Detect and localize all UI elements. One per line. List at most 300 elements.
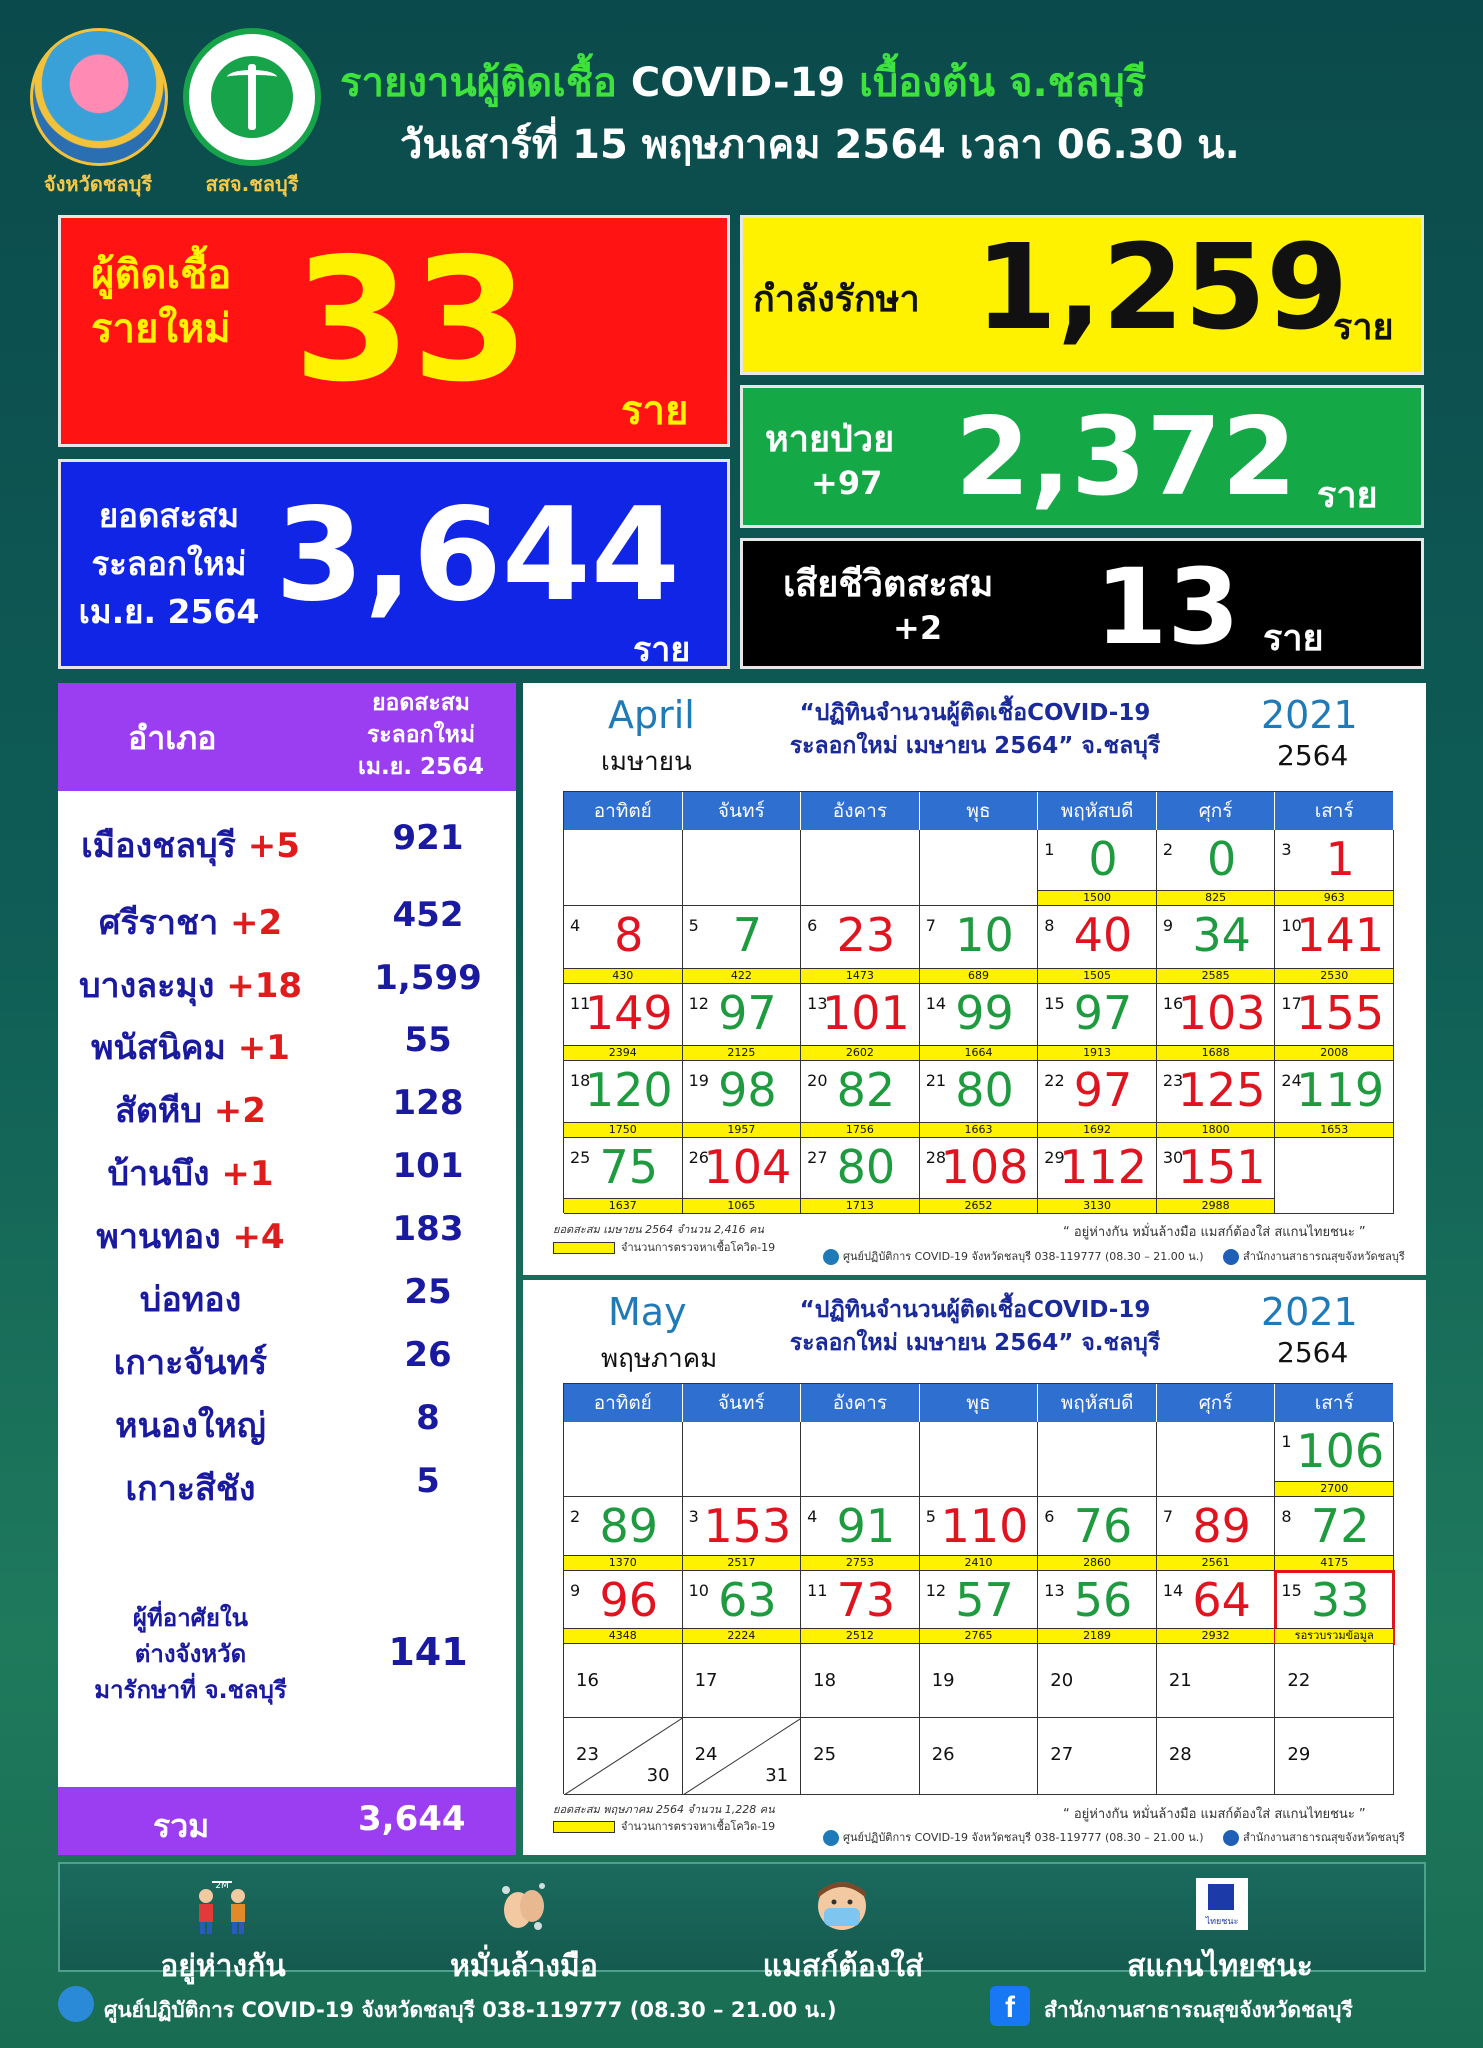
- calendar-day-cell: [1275, 1422, 1394, 1497]
- calendar-day-cell: [920, 1718, 1039, 1795]
- weekday-header: ศุกร์: [1157, 792, 1276, 830]
- daily-tests: 963: [1275, 890, 1393, 905]
- day-number: 7: [1162, 1507, 1174, 1526]
- daily-tests: 1957: [683, 1122, 801, 1137]
- page-subtitle: วันเสาร์ที่ 15 พฤษภาคม 2564 เวลา 06.30 น.: [400, 122, 1240, 168]
- day-number: 6: [807, 916, 818, 935]
- calendar-cell-empty: [801, 830, 920, 906]
- district-name: หนองใหญ่: [115, 1406, 266, 1446]
- total-label: รวม: [153, 1807, 210, 1845]
- daily-cases: 89: [599, 1499, 659, 1553]
- day-number: 10: [688, 1581, 709, 1600]
- day-number: 26: [688, 1148, 709, 1167]
- may-note-facebook: สำนักงานสาธารณสุขจังหวัดชลบุรี: [1223, 1828, 1405, 1846]
- action-scan-thaichana: สแกนไทยชนะ: [1127, 1949, 1313, 1984]
- day-number: 10: [1281, 916, 1302, 935]
- calendar-day-cell: [801, 984, 920, 1061]
- day-number: 18: [813, 1670, 837, 1691]
- calendar-day-cell: [1275, 1061, 1394, 1138]
- weekday-header: อาทิตย์: [564, 1384, 683, 1422]
- calendar-day-cell: [683, 1571, 802, 1644]
- action-wear-mask: แมสก์ต้องใส่: [762, 1949, 924, 1984]
- calendar-day-cell: [1275, 1571, 1394, 1644]
- day-number: 7: [925, 916, 936, 935]
- may-note-legend: จำนวนการตรวจหาเชื้อโควิด-19: [553, 1817, 775, 1835]
- calendar-day-cell: [1038, 1644, 1157, 1718]
- daily-cases: 64: [1192, 1573, 1251, 1627]
- daily-cases: 72: [1310, 1499, 1370, 1553]
- district-row: [58, 818, 516, 868]
- day-number: 8: [1044, 916, 1055, 935]
- phone-icon: [823, 1830, 839, 1846]
- district-value: 25: [404, 1272, 452, 1312]
- svg-text:2M: 2M: [215, 1881, 229, 1891]
- daily-cases: 80: [955, 1063, 1014, 1117]
- calendar-day-cell: [1275, 1644, 1394, 1718]
- calendar-day-cell: [801, 1061, 920, 1138]
- day-number: 30: [1162, 1148, 1184, 1167]
- recovered-delta: +97: [811, 464, 883, 502]
- social-distance-icon: [190, 1876, 254, 1936]
- daily-tests: 1800: [1157, 1122, 1275, 1137]
- district-row: [58, 895, 516, 945]
- footer-office-link[interactable]: สำนักงานสาธารณสุขจังหวัดชลบุรี: [1044, 1998, 1353, 2022]
- april-note-slogan: “ อยู่ห่างกัน หมั่นล้างมือ แมสก์ต้องใส่ สแกนไทยชนะ ”: [1063, 1225, 1366, 1240]
- facebook-icon: [1223, 1249, 1239, 1265]
- district-value: 183: [392, 1209, 464, 1249]
- daily-cases: 120: [584, 1063, 673, 1117]
- april-month-en: April: [608, 693, 695, 737]
- calendar-day-cell: [1157, 1644, 1276, 1718]
- deaths-value: 13: [1095, 546, 1240, 668]
- day-number: 20: [807, 1071, 828, 1090]
- daily-tests: 1713: [801, 1198, 919, 1213]
- deaths-label: เสียชีวิตสะสม: [783, 564, 994, 605]
- district-name: บ่อทอง: [139, 1280, 242, 1320]
- daily-cases: 97: [1073, 1063, 1133, 1117]
- calendar-day-cell: [1275, 1497, 1394, 1571]
- recovered-label: หายป่วย: [765, 419, 895, 460]
- calendar-day-cell: [683, 1061, 802, 1138]
- district-value: 1,599: [374, 958, 482, 998]
- day-number: 4: [570, 916, 581, 935]
- new-cases-unit: ราย: [621, 388, 689, 434]
- may-year-th: 2564: [1277, 1336, 1349, 1369]
- daily-tests: 2753: [801, 1555, 919, 1570]
- logo1-caption: จังหวัดชลบุรี: [43, 172, 153, 196]
- calendar-day-cell: [801, 1497, 920, 1571]
- cumulative-value: 3,644: [275, 481, 680, 630]
- recovered-value: 2,372: [955, 395, 1297, 520]
- april-note-total: ยอดสะสม เมษายน 2564 จำนวน 2,416 คน: [553, 1223, 764, 1236]
- district-header-value: ยอดสะสม ระลอกใหม่ เม.ย. 2564: [358, 690, 484, 781]
- day-number: 16: [1162, 994, 1184, 1013]
- day-number: 14: [1162, 1581, 1184, 1600]
- calendar-day-cell: [1157, 1138, 1276, 1214]
- district-name: บ้านบึง +1: [107, 1154, 274, 1194]
- district-value: 101: [392, 1146, 464, 1186]
- day-number: 1: [1044, 840, 1055, 859]
- day-number: 20: [1050, 1670, 1074, 1691]
- daily-tests: 1370: [564, 1555, 682, 1570]
- april-note-legend: จำนวนการตรวจหาเชื้อโควิด-19: [553, 1238, 775, 1256]
- calendar-day-cell: [1157, 1497, 1276, 1571]
- calendar-day-cell: [801, 1718, 920, 1795]
- calendar-day-cell: [564, 1138, 683, 1214]
- calendar-day-cell: [1157, 830, 1276, 906]
- day-number: 2: [1162, 840, 1174, 859]
- daily-tests: 2512: [801, 1628, 919, 1643]
- calendar-day-cell: [1038, 1497, 1157, 1571]
- face-mask-icon: [810, 1876, 874, 1936]
- district-row: [58, 1209, 516, 1259]
- calendar-day-cell: [683, 1497, 802, 1571]
- calendar-day-cell: [920, 1061, 1039, 1138]
- daily-tests: 1065: [683, 1198, 801, 1213]
- cumulative-box: [58, 459, 730, 669]
- treating-unit: ราย: [1333, 307, 1394, 348]
- calendar-day-cell: [1038, 830, 1157, 906]
- calendar-day-cell: [920, 1138, 1039, 1214]
- district-row: [58, 958, 516, 1008]
- daily-tests: 422: [683, 968, 801, 983]
- day-number: 25: [570, 1148, 591, 1167]
- calendar-day-cell: [683, 1718, 802, 1795]
- daily-cases: 103: [1177, 986, 1266, 1040]
- new-cases-label: ผู้ติดเชื้อ รายใหม่: [91, 252, 232, 352]
- daily-cases: 82: [836, 1063, 896, 1117]
- daily-tests: 1663: [920, 1122, 1038, 1137]
- day-number: 5: [925, 1507, 936, 1526]
- calendar-day-cell: [920, 984, 1039, 1061]
- daily-tests: 1653: [1275, 1122, 1393, 1137]
- daily-tests: 1637: [564, 1198, 682, 1213]
- deaths-box: [740, 538, 1424, 669]
- day-number: 13: [807, 994, 828, 1013]
- deaths-unit: ราย: [1263, 618, 1324, 659]
- daily-cases: 33: [1310, 1573, 1370, 1627]
- daily-cases: 141: [1296, 908, 1385, 962]
- chonburi-province-logo: [30, 28, 168, 166]
- calendar-day-cell: [564, 1644, 683, 1718]
- daily-tests: 1500: [1038, 890, 1156, 905]
- daily-cases: 40: [1073, 908, 1133, 962]
- calendar-cell-empty: [1038, 1422, 1157, 1497]
- daily-cases: 91: [836, 1499, 896, 1553]
- daily-tests: 2932: [1157, 1628, 1275, 1643]
- weekday-header: จันทร์: [683, 792, 802, 830]
- district-name: เกาะสีชัง: [125, 1469, 256, 1509]
- recovered-unit: ราย: [1317, 475, 1378, 516]
- april-note-center: ศูนย์ปฏิบัติการ COVID-19 จังหวัดชลบุรี 038-119777 (08.30 – 21.00 น.): [823, 1247, 1204, 1265]
- weekday-header: จันทร์: [683, 1384, 802, 1422]
- calendar-day-cell: [801, 1138, 920, 1214]
- daily-cases: 89: [1192, 1499, 1251, 1553]
- daily-cases: 153: [703, 1499, 792, 1553]
- calendar-day-cell: [564, 1497, 683, 1571]
- daily-tests: 689: [920, 968, 1038, 983]
- district-table-header: [58, 683, 516, 791]
- weekday-header: อังคาร: [801, 1384, 920, 1422]
- daily-cases: 104: [703, 1140, 792, 1194]
- calendar-day-cell: [1157, 984, 1276, 1061]
- day-number: 6: [1044, 1507, 1055, 1526]
- district-delta: +4: [232, 1217, 285, 1257]
- district-header-name: อำเภอ: [128, 719, 217, 757]
- day-number: 21: [1168, 1670, 1192, 1691]
- day-number: 5: [688, 916, 699, 935]
- daily-tests: 2224: [683, 1628, 801, 1643]
- page-title: รายงานผู้ติดเชื้อ COVID-19 เบื้องต้น จ.ชลบุรี: [340, 60, 1147, 106]
- calendar-day-cell: [1157, 1571, 1276, 1644]
- thaichana-qr-icon: [1190, 1876, 1254, 1936]
- calendar-day-cell: [1038, 1138, 1157, 1214]
- day-number: 9: [570, 1581, 581, 1600]
- district-row: [58, 1146, 516, 1196]
- daily-tests: 1688: [1157, 1045, 1275, 1060]
- calendar-cell-empty: [564, 830, 683, 906]
- district-delta: +2: [230, 903, 283, 943]
- calendar-day-cell: [1275, 906, 1394, 984]
- district-value: 55: [404, 1020, 452, 1060]
- day-number: 19: [688, 1071, 709, 1090]
- calendar-cell-empty: [564, 1422, 683, 1497]
- hand-wash-icon: [492, 1876, 556, 1936]
- daily-tests: 1750: [564, 1122, 682, 1137]
- daily-cases: 57: [955, 1573, 1014, 1627]
- district-value: 5: [416, 1461, 440, 1501]
- calendar-day-cell: [564, 1571, 683, 1644]
- footer: [50, 1986, 1440, 2036]
- day-number: 24: [1281, 1071, 1302, 1090]
- day-number: 24: [694, 1744, 718, 1765]
- daily-cases: 34: [1192, 908, 1251, 962]
- facebook-icon: [1223, 1830, 1239, 1846]
- may-note-total: ยอดสะสม พฤษภาคม 2564 จำนวน 1,228 คน: [553, 1803, 775, 1816]
- daily-tests: 2602: [801, 1045, 919, 1060]
- calendar-cell-empty: [1275, 1138, 1394, 1214]
- daily-cases: 110: [940, 1499, 1029, 1553]
- day-number: 2: [570, 1507, 581, 1526]
- action-distance: อยู่ห่างกัน: [160, 1949, 286, 1984]
- day-number: 3: [1281, 840, 1292, 859]
- may-month-en: May: [608, 1290, 687, 1334]
- daily-cases: 106: [1296, 1424, 1385, 1478]
- daily-tests: 3130: [1038, 1198, 1156, 1213]
- day-number: 21: [925, 1071, 947, 1090]
- daily-tests: 2394: [564, 1045, 682, 1060]
- daily-cases: 0: [1088, 832, 1118, 886]
- calendar-day-cell: [1275, 1718, 1394, 1795]
- district-row: [58, 1461, 516, 1511]
- daily-cases: 75: [599, 1140, 659, 1194]
- weekday-header: พุธ: [920, 1384, 1039, 1422]
- weekday-header: ศุกร์: [1157, 1384, 1276, 1422]
- calendar-day-cell: [683, 1644, 802, 1718]
- daily-cases: 56: [1073, 1573, 1133, 1627]
- day-number: 28: [925, 1148, 947, 1167]
- daily-tests: 2189: [1038, 1628, 1156, 1643]
- day-number: 19: [931, 1670, 955, 1691]
- daily-cases: 125: [1177, 1063, 1266, 1117]
- day-number: 23: [1162, 1071, 1184, 1090]
- split-day-number: 31: [765, 1765, 789, 1786]
- daily-tests: 2530: [1275, 968, 1393, 983]
- deaths-delta: +2: [893, 609, 943, 647]
- calendar-day-cell: [564, 984, 683, 1061]
- district-delta: +5: [247, 826, 300, 866]
- new-cases-box: [58, 215, 730, 447]
- weekday-header: พฤหัสบดี: [1038, 1384, 1157, 1422]
- calendar-day-cell: [801, 1644, 920, 1718]
- may-note-slogan: “ อยู่ห่างกัน หมั่นล้างมือ แมสก์ต้องใส่ สแกนไทยชนะ ”: [1063, 1807, 1366, 1822]
- may-calendar-title: “ปฏิทินจำนวนผู้ติดเชื้อCOVID-19 ระลอกใหม่ เมษายน 2564” จ.ชลบุรี: [789, 1297, 1161, 1357]
- day-number: 3: [688, 1507, 699, 1526]
- april-year-th: 2564: [1277, 739, 1349, 772]
- day-number: 28: [1168, 1744, 1192, 1765]
- day-number: 22: [1287, 1670, 1311, 1691]
- weekday-header: อังคาร: [801, 792, 920, 830]
- calendar-day-cell: [1157, 1061, 1276, 1138]
- day-number: 14: [925, 994, 947, 1013]
- april-calendar-title: “ปฏิทินจำนวนผู้ติดเชื้อCOVID-19 ระลอกใหม่ เมษายน 2564” จ.ชลบุรี: [789, 700, 1161, 760]
- calendar-day-cell: [801, 906, 920, 984]
- daily-tests: 2125: [683, 1045, 801, 1060]
- calendar-day-cell: [1275, 830, 1394, 906]
- district-value: 26: [404, 1335, 452, 1375]
- calendar-cell-empty: [1157, 1422, 1276, 1497]
- cumulative-unit: ราย: [633, 630, 691, 670]
- district-name: เกาะจันทร์: [113, 1343, 268, 1383]
- daily-tests: 2988: [1157, 1198, 1275, 1213]
- day-number: 27: [1050, 1744, 1074, 1765]
- daily-tests: 4348: [564, 1628, 682, 1643]
- daily-cases: 73: [836, 1573, 896, 1627]
- day-number: 22: [1044, 1071, 1065, 1090]
- daily-tests: 825: [1157, 890, 1275, 905]
- calendar-day-cell: [564, 906, 683, 984]
- district-delta: +2: [213, 1091, 266, 1131]
- calendar-day-cell: [920, 1644, 1039, 1718]
- district-row: [58, 1335, 516, 1385]
- district-name: เมืองชลบุรี +5: [81, 826, 300, 866]
- daily-cases: 108: [940, 1140, 1029, 1194]
- daily-tests: 2765: [920, 1628, 1038, 1643]
- calendar-day-cell: [1275, 984, 1394, 1061]
- weekday-header: พฤหัสบดี: [1038, 792, 1157, 830]
- may-month-th: พฤษภาคม: [601, 1344, 718, 1374]
- calendar-day-cell: [564, 1061, 683, 1138]
- may-note-center: ศูนย์ปฏิบัติการ COVID-19 จังหวัดชลบุรี 038-119777 (08.30 – 21.00 น.): [823, 1828, 1204, 1846]
- daily-cases: 80: [836, 1140, 896, 1194]
- daily-tests: 2561: [1157, 1555, 1275, 1570]
- district-name: บางละมุง +18: [78, 966, 303, 1006]
- district-delta: +1: [237, 1028, 290, 1068]
- district-value: 452: [392, 895, 464, 935]
- day-number: 16: [576, 1670, 599, 1691]
- treating-value: 1,259: [975, 218, 1349, 356]
- calendar-day-cell: [1038, 1061, 1157, 1138]
- daily-cases: 151: [1177, 1140, 1266, 1194]
- daily-tests: 1692: [1038, 1122, 1156, 1137]
- day-number: 23: [576, 1744, 599, 1765]
- district-name: พานทอง +4: [96, 1217, 285, 1257]
- day-number: 29: [1044, 1148, 1065, 1167]
- day-number: 29: [1287, 1744, 1311, 1765]
- daily-cases: 112: [1059, 1140, 1147, 1194]
- day-number: 15: [1044, 994, 1065, 1013]
- april-grid: [563, 791, 1393, 1213]
- may-grid: [563, 1383, 1393, 1794]
- daily-tests: 2860: [1038, 1555, 1156, 1570]
- daily-cases: 97: [1073, 986, 1133, 1040]
- daily-cases: 97: [718, 986, 777, 1040]
- daily-tests: 4175: [1275, 1555, 1393, 1570]
- calendar-cell-empty: [920, 1422, 1039, 1497]
- outside-province-label: ผู้ที่อาศัยใน ต่างจังหวัด มารักษาที่ จ.ชลบุรี: [94, 1604, 287, 1704]
- calendar-day-cell: [920, 906, 1039, 984]
- daily-tests: 1756: [801, 1122, 919, 1137]
- day-number: 11: [570, 994, 591, 1013]
- daily-cases: 7: [732, 908, 762, 962]
- new-cases-value: 33: [293, 222, 530, 420]
- daily-cases: 101: [822, 986, 910, 1040]
- april-calendar: [523, 683, 1426, 1275]
- phone-icon: [823, 1249, 839, 1265]
- footer-center-contact: ศูนย์ปฏิบัติการ COVID-19 จังหวัดชลบุรี 038-119777 (08.30 – 21.00 น.): [104, 1998, 837, 2022]
- district-row: [58, 1272, 516, 1322]
- daily-cases: 63: [718, 1573, 777, 1627]
- daily-tests: 1664: [920, 1045, 1038, 1060]
- day-number: 1: [1281, 1432, 1292, 1451]
- district-name: ศรีราชา +2: [98, 903, 283, 943]
- april-note-facebook: สำนักงานสาธารณสุขจังหวัดชลบุรี: [1223, 1247, 1405, 1265]
- outside-province-value: 141: [388, 1630, 468, 1674]
- calendar-day-cell: [683, 984, 802, 1061]
- daily-tests: 2700: [1275, 1481, 1393, 1496]
- day-number: 26: [931, 1744, 955, 1765]
- daily-cases: 99: [955, 986, 1014, 1040]
- day-number: 15: [1281, 1581, 1302, 1600]
- daily-cases: 119: [1296, 1063, 1385, 1117]
- april-month-th: เมษายน: [601, 747, 692, 777]
- district-value: 128: [392, 1083, 464, 1123]
- may-year-en: 2021: [1261, 1290, 1358, 1334]
- facebook-icon[interactable]: f: [990, 1986, 1030, 2026]
- daily-cases: 1: [1325, 832, 1355, 886]
- daily-tests: 1913: [1038, 1045, 1156, 1060]
- calendar-day-cell: [683, 1138, 802, 1214]
- weekday-header: พุธ: [920, 792, 1039, 830]
- district-table-total: [58, 1787, 516, 1855]
- total-value: 3,644: [358, 1799, 466, 1839]
- day-number: 4: [807, 1507, 818, 1526]
- calendar-cell-empty: [683, 1422, 802, 1497]
- calendar-day-cell: [1038, 984, 1157, 1061]
- daily-tests: 2517: [683, 1555, 801, 1570]
- day-number: 13: [1044, 1581, 1065, 1600]
- district-value: 8: [416, 1398, 440, 1438]
- daily-tests: 2008: [1275, 1045, 1393, 1060]
- district-name: พนัสนิคม +1: [91, 1028, 290, 1068]
- daily-cases: 76: [1073, 1499, 1133, 1553]
- daily-cases: 0: [1206, 832, 1237, 886]
- calendar-day-cell: [1038, 1718, 1157, 1795]
- calendar-cell-empty: [683, 830, 802, 906]
- day-number: 17: [1281, 994, 1302, 1013]
- treating-label: กำลังรักษา: [753, 279, 920, 320]
- daily-cases: 155: [1296, 986, 1385, 1040]
